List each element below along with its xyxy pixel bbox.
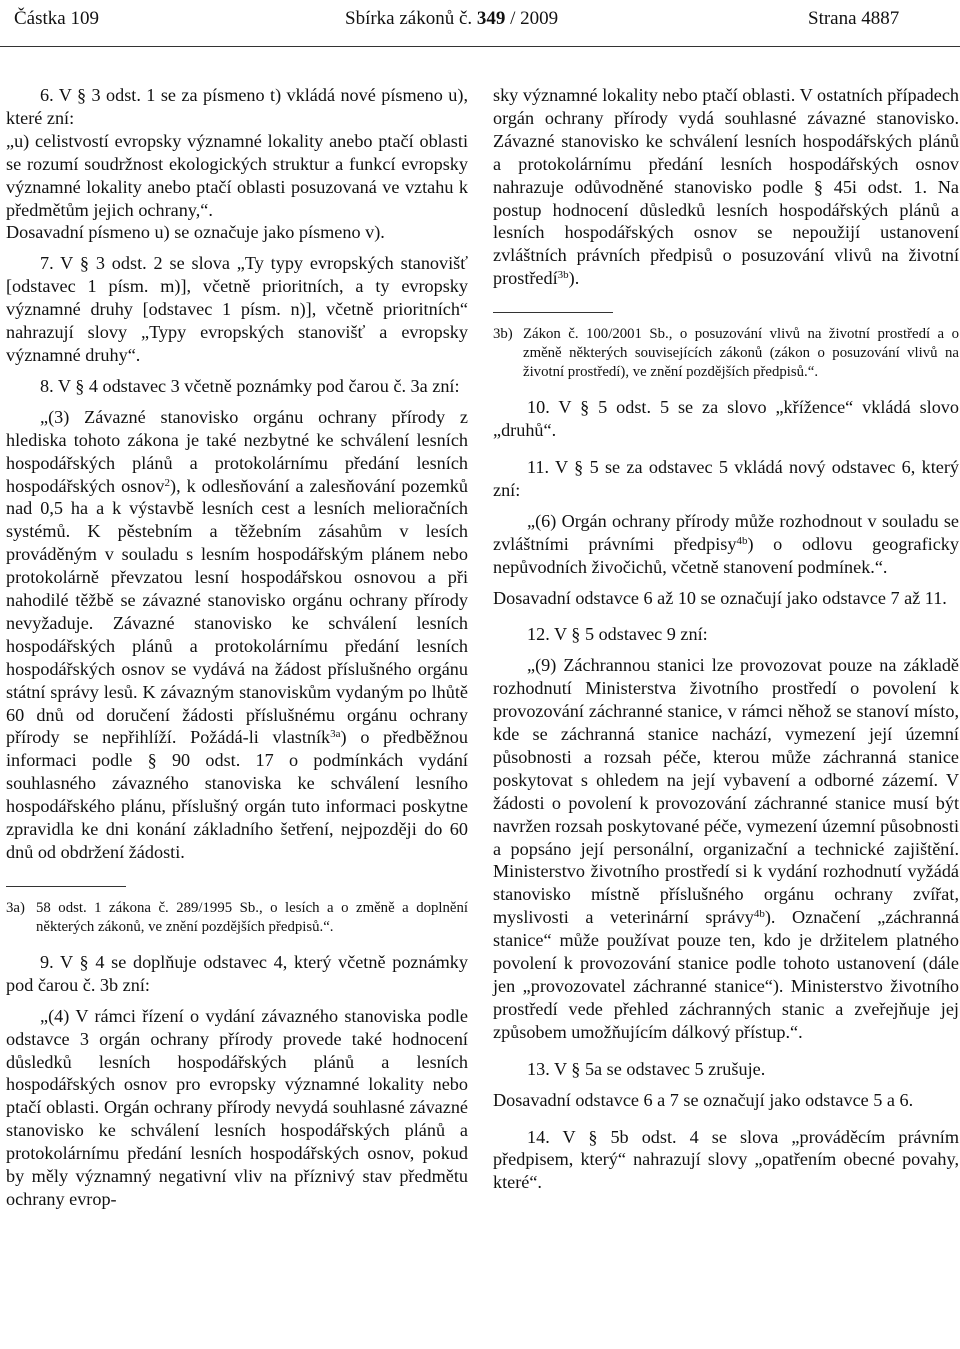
footnote-3a-text: 58 odst. 1 zákona č. 289/1995 Sb., o lesích a o změně a doplnění některých zákonů, ve znění pozdějších předpisů.“. <box>36 899 468 935</box>
item-11-sup-4b: 4b <box>736 534 748 547</box>
item-13: 13. V § 5a se odstavec 5 zrušuje. <box>527 1058 766 1079</box>
header-rule <box>0 46 960 47</box>
item-9-cont-a: sky významné lokality nebo ptačí oblasti. V ostatních případech orgán ochrany přírody vydá souhlasné závazné stanovisko. Závazné stanovisko ke schválení lesních hospodářských plánů a protokolárnímu předání lesních hospodářských osnov nahrazuje odůvodněné stanovisko podle § 45i odst. 1. Na postup hodnocení důsledků lesních hospodářských plánů a lesních hospodářských osnov se nepoužijí ustanovení zvláštních právních předpisů o posuzování vlivů na životní prostředí <box>493 85 959 289</box>
item-8-text <box>6 406 468 864</box>
item-11-quote <box>493 510 959 579</box>
item-11-text-a: „(6) Orgán ochrany přírody může rozhodnout v souladu se zvláštními právními předpisy <box>493 510 959 554</box>
item-6-quote: „u) celistvostí evropsky významné lokality anebo ptačí oblasti se rozumí soudržnost ekologických struktur a funkcí evropsky významné lokality anebo ptačí oblasti posuzovaná ve vztahu k předmětům jejich ochrany,“. <box>6 130 468 220</box>
item-8-intro: 8. V § 4 odstavec 3 včetně poznámky pod čarou č. 3a zní: <box>40 375 460 396</box>
item-9-cont-b: ). <box>568 268 580 289</box>
collection-label: Sbírka zákonů č. <box>345 8 473 29</box>
item-12-text-b: ). Označení „záchranná stanice“ může používat pouze ten, kdo je držitelem platného povolení k provozování stanice podle tohoto ustanovení (dále jen „provozovatel záchranné stanice“). Ministerstvo životního prostředí vede přehled záchranných stanic a zveřejňuje jej způsobem umožňujícím dálkový přístup.“. <box>493 907 959 1042</box>
item-13-note: Dosavadní odstavce 6 a 7 se označují jako odstavce 5 a 6. <box>493 1089 914 1110</box>
item-12-quote <box>493 654 959 1043</box>
footnote-3b-text: Zákon č. 100/2001 Sb., o posuzování vlivů na životní prostředí a o změně některých souvisejících zákonů (zákon o posuzování vlivů na životní prostředí), ve znění pozdějších předpisů.“. <box>523 326 959 381</box>
footnote-3a-mark: 3a) <box>6 899 25 916</box>
left-column <box>6 84 468 1211</box>
part-number: Částka 109 <box>14 8 99 29</box>
law-number: 349 <box>476 8 506 29</box>
item-11-intro: 11. V § 5 se za odstavec 5 vkládá nový odstavec 6, který zní: <box>493 456 959 500</box>
item-14: 14. V § 5b odst. 4 se slova „prováděcím právním předpisem, který“ nahrazují slovy „opatřením obecné povahy, které“. <box>493 1126 959 1193</box>
item-10: 10. V § 5 odst. 5 se za slovo „křížence“ vkládá slovo „druhů“. <box>493 397 959 441</box>
footnote-3a <box>6 899 468 937</box>
item-8-text-c: ) o předběžnou informaci podle § 90 odst. 17 o podmínkách vydání souhlasného závazného stanoviska ke schválení lesního hospodářského plánu, příslušný orgán tuto informaci poskytne zpravidla ke dni konání základního šetření, nejpozději do 60 dnů od obdržení žádosti. <box>6 727 468 862</box>
item-9-sup-3b: 3b <box>557 269 569 282</box>
item-8-sup-3a: 3a <box>330 728 341 741</box>
footnote-3b-mark: 3b) <box>493 326 513 343</box>
item-8-sup-2: 2 <box>164 476 171 489</box>
item-9-continuation <box>493 84 959 290</box>
footnote-rule <box>6 886 126 887</box>
item-12-intro: 12. V § 5 odstavec 9 zní: <box>527 624 708 645</box>
item-12-sup-4b: 4b <box>753 908 765 921</box>
item-6-intro: 6. V § 3 odst. 1 se za písmeno t) vkládá nové písmeno u), které zní: <box>6 85 468 128</box>
item-7: 7. V § 3 odst. 2 se slova „Ty typy evropských stanovišť [odstavec 1 písm. m)], včetně prioritních, a ty evropsky významné druhy [odstavec 1 písm. n)], včetně prioritních“ nahrazují slovy „Typy evropských stanovišť a evropsky významné druhy“. <box>6 253 468 365</box>
page-number: Strana 4887 <box>808 8 900 29</box>
item-8-text-a: „(3) Závazné stanovisko orgánu ochrany přírody z hlediska tohoto zákona je také nezbytné ke schválení lesních hospodářských plánů a protokolárnímu předání lesních hospodářských osnov <box>6 406 468 496</box>
footnote-rule <box>493 312 613 313</box>
item-11-note: Dosavadní odstavce 6 až 10 se označují jako odstavce 7 až 11. <box>493 587 947 608</box>
item-8-text-b: ), k odlesňování a zalesňování pozemků nad 0,5 ha a k výstavbě lesních cest a lesních melioračních systémů. K pěstebním a těžebním zásahům v lesích prováděným v souladu s lesním hospodářským plánem nebo protokolárně převzatou lesní hospodářskou osnovou a při nahodilé těžbě se závazné stanovisko orgánu ochrany přírody nevyžaduje. Závazné stanovisko ke schválení lesních hospodářských plánů a protokolárnímu předání lesních hospodářských osnov se vydává na žádost příslušného orgánu státní správy lesů. K závazným stanoviskům vydaným po lhůtě 60 dnů od doručení žádosti příslušnému orgánu ochrany přírody se nepřihlíží. Požádá-li vlastník <box>6 475 468 748</box>
law-year: / 2009 <box>510 8 559 29</box>
page-header <box>0 0 960 50</box>
right-column <box>493 84 959 1194</box>
collection-title <box>345 8 558 30</box>
item-9-quote: „(4) V rámci řízení o vydání závazného stanoviska podle odstavce 3 orgán ochrany přírody provede také hodnocení důsledků lesních hospodářských plánů a lesních hospodářských osnov pro evropsky významné lokality nebo ptačí oblasti. Orgán ochrany přírody nevydá souhlasné závazné stanovisko ke schválení lesních hospodářských plánů a protokolárnímu předání lesních hospodářských osnov, pokud by měly významný negativní vliv na příznivý stav předmětu ochrany evrop- <box>6 1005 468 1209</box>
item-11-text-b: ) o odlovu geograficky nepůvodních živočichů, včetně stanovení podmínek.“. <box>493 533 959 577</box>
item-9-intro: 9. V § 4 se doplňuje odstavec 4, který včetně poznámky pod čarou č. 3b zní: <box>6 951 468 995</box>
item-6-note: Dosavadní písmeno u) se označuje jako písmeno v). <box>6 222 385 243</box>
item-12-text-a: „(9) Záchrannou stanici lze provozovat pouze na základě rozhodnutí Ministerstva životního prostředí o povolení k provozování záchranné stanice, v rámci něhož se stanoví místo, kde se záchranná stanice nachází, vymezení její územní působnosti a rozsah péče, kterou může záchranná stanice poskytovat s ohledem na její vybavení a odborné zázemí. V žádosti o povolení k provozování záchranné stanice musí být navržen rozsah poskytované péče, vymezení územní působnosti a popsáno její personální, organizační a technické zajištění. Ministerstvo životního prostředí si k vydání rozhodnutí vyžádá stanovisko místně příslušného orgánu ochrany zvířat, myslivosti a veterinární správy <box>493 655 959 928</box>
footnote-3b <box>493 325 959 382</box>
